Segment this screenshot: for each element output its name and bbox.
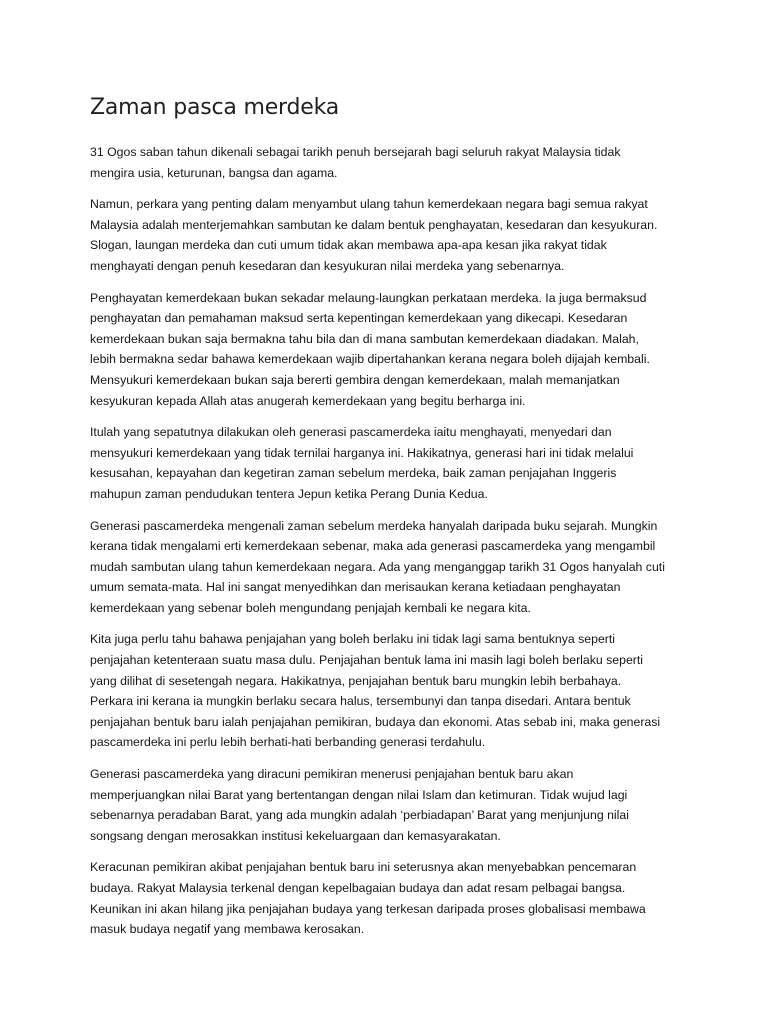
paragraph: [90, 629, 690, 753]
paragraph-line: kemerdekaan yang sebenar boleh mengundang penjajah kembali ke negara kita.: [90, 600, 531, 615]
paragraph: [90, 516, 690, 619]
paragraph-line: mensyukuri kemerdekaan yang tidak ternilai harganya ini. Hakikatnya, generasi hari ini tidak melalui: [90, 445, 634, 460]
paragraph-line: 31 Ogos saban tahun dikenali sebagai tarikh penuh bersejarah bagi seluruh rakyat Malaysia tidak: [90, 145, 621, 159]
paragraph-line: masuk budaya negatif yang membawa kerosakan.: [90, 922, 365, 937]
paragraph-line: umum semata-mata. Hal ini sangat menyedihkan dan merisaukan kerana ketiadaan penghayatan: [90, 580, 621, 595]
paragraph-line: penjajahan bentuk baru ialah penjajahan pemikiran, budaya dan ekonomi. Atas sebab ini, maka generasi: [90, 714, 661, 729]
paragraph-line: songsang dengan merosakkan institusi kekeluargaan dan kemasyarakatan.: [90, 828, 501, 843]
paragraph-line: lebih bermakna sedar bahawa kemerdekaan wajib dipertahankan kerana negara boleh dijajah kembali.: [90, 352, 650, 367]
paragraph-line: Malaysia adalah menterjemahkan sambutan ke dalam bentuk penghayatan, kesedaran dan kesyukuran.: [90, 217, 658, 232]
paragraph-line: kesusahan, kepayahan dan kegetiran zaman sebelum merdeka, baik zaman penjajahan Inggeris: [90, 466, 617, 481]
paragraph-line: penghayatan dan pemahaman maksud serta kepentingan kemerdekaan yang dikecapi. Kesedaran: [90, 311, 628, 326]
paragraph-line: Keracunan pemikiran akibat penjajahan bentuk baru ini seterusnya akan menyebabkan pencemaran: [90, 860, 637, 875]
paragraph-line: Penghayatan kemerdekaan bukan sekadar melaung-laungkan perkataan merdeka. Ia juga bermaksud: [90, 290, 647, 305]
document-body: [90, 93, 690, 951]
paragraph-line: mahupun zaman pendudukan tentera Jepun ketika Perang Dunia Kedua.: [90, 486, 488, 501]
paragraph: [90, 422, 690, 504]
paragraph-line: Perkara ini kerana ia mungkin berlaku secara halus, tersembunyi dan tanpa disedari. Antara bentuk: [90, 694, 631, 709]
paragraph-line: pascamerdeka ini perlu lebih berhati-hati berbanding generasi terdahulu.: [90, 735, 486, 750]
paragraph-line: menghayati dengan penuh kesedaran dan kesyukuran nilai merdeka yang sebenarnya.: [90, 258, 565, 273]
paragraph: [90, 764, 690, 846]
paragraph-line: Slogan, laungan merdeka dan cuti umum tidak akan membawa apa-apa kesan jika rakyat tidak: [90, 238, 607, 253]
paragraph: [90, 288, 690, 412]
paragraph-line: kemerdekaan bukan saja bermakna tahu bila dan di mana sambutan kemerdekaan diadakan. Malah,: [90, 331, 639, 346]
paragraph-line: Mensyukuri kemerdekaan bukan saja bererti gembira dengan kemerdekaan, malah memanjatkan: [90, 372, 620, 387]
paragraph-line: kerana tidak mengalami erti kemerdekaan sebenar, maka ada generasi pascamerdeka yang mengambil: [90, 539, 656, 554]
paragraph-line: budaya. Rakyat Malaysia terkenal dengan kepelbagaian budaya dan adat resam pelbagai bangsa.: [90, 881, 626, 895]
paragraph: [90, 857, 690, 939]
paragraph-list: [90, 142, 690, 940]
paragraph-line: yang dilihat di sesetengah negara. Hakikatnya, penjajahan bentuk baru mungkin lebih berbahaya.: [90, 673, 622, 688]
paragraph-line: Generasi pascamerdeka yang diracuni pemikiran menerusi penjajahan bentuk baru akan: [90, 767, 574, 782]
paragraph: [90, 142, 690, 183]
paragraph-line: Keunikan ini akan hilang jika penjajahan budaya yang terkesan daripada proses globalisasi membawa: [90, 901, 646, 916]
paragraph-line: kesyukuran kepada Allah atas anugerah kemerdekaan yang begitu berharga ini.: [90, 393, 526, 408]
paragraph-line: sebenarnya peradaban Barat, yang ada mungkin adalah ‘perbiadapan’ Barat yang menjunjung nilai: [90, 808, 629, 823]
paragraph-line: penjajahan ketenteraan suatu masa dulu. Penjajahan bentuk lama ini masih lagi boleh berlaku seperti: [90, 653, 644, 668]
paragraph-line: Kita juga perlu tahu bahawa penjajahan yang boleh berlaku ini tidak lagi sama bentuknya seperti: [90, 632, 616, 647]
paragraph-line: Generasi pascamerdeka mengenali zaman sebelum merdeka hanyalah daripada buku sejarah. Mungkin: [90, 518, 658, 533]
paragraph-line: Namun, perkara yang penting dalam menyambut ulang tahun kemerdekaan negara bagi semua rakyat: [90, 197, 648, 212]
paragraph-line: mudah sambutan ulang tahun kemerdekaan negara. Ada yang menganggap tarikh 31 Ogos hanyalah cuti: [90, 559, 665, 574]
document-title: Zaman pasca merdeka: [90, 95, 340, 120]
paragraph-line: memperjuangkan nilai Barat yang bertentangan dengan nilai Islam dan ketimuran. Tidak wujud lagi: [90, 787, 628, 802]
paragraph: [90, 194, 690, 276]
paragraph-line: mengira usia, keturunan, bangsa dan agama.: [90, 165, 338, 180]
paragraph-line: Itulah yang sepatutnya dilakukan oleh generasi pascamerdeka iaitu menghayati, menyedari dan: [90, 425, 612, 440]
